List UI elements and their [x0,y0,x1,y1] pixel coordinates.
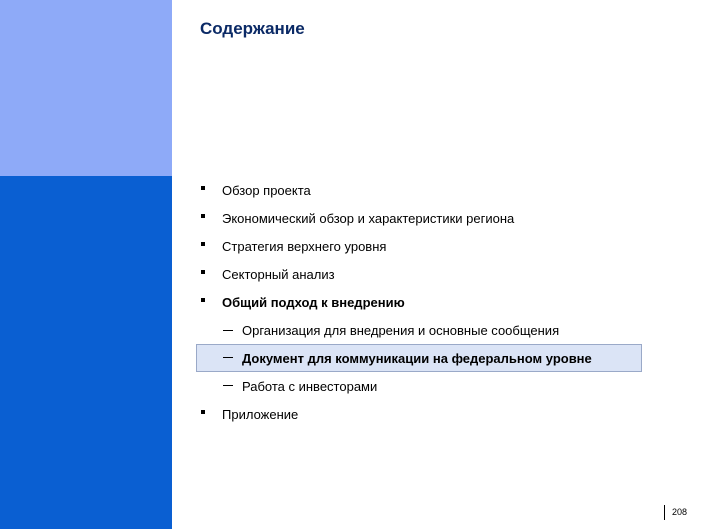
sidebar-dark-panel [0,176,172,529]
bullet-icon [201,186,205,190]
agenda-item-overview[interactable]: Обзор проекта [222,183,311,198]
bullet-icon [201,298,205,302]
agenda-item-implementation[interactable]: Общий подход к внедрению [222,295,405,310]
agenda-item-appendix[interactable]: Приложение [222,407,299,422]
page-title: Содержание [200,19,305,38]
bullet-icon [201,270,205,274]
bullet-icon [201,242,205,246]
page-number-divider [664,505,665,520]
dash-icon [223,330,233,331]
bullet-icon [201,214,205,218]
agenda-subitem-federal-doc[interactable]: Документ для коммуникации на федеральном уровне [242,351,592,366]
footer-band [172,496,706,529]
agenda-item-sector[interactable]: Секторный анализ [222,267,335,282]
sidebar-light-panel [0,0,172,176]
dash-icon [223,357,233,358]
dash-icon [223,385,233,386]
agenda-item-strategy[interactable]: Стратегия верхнего уровня [222,239,387,254]
agenda-item-economic[interactable]: Экономический обзор и характеристики региона [222,211,515,226]
agenda-subitem-investors[interactable]: Работа с инвесторами [242,379,378,394]
bullet-icon [201,410,205,414]
page-number: 208 [672,507,688,517]
agenda-subitem-organization[interactable]: Организация для внедрения и основные сообщения [242,323,560,338]
